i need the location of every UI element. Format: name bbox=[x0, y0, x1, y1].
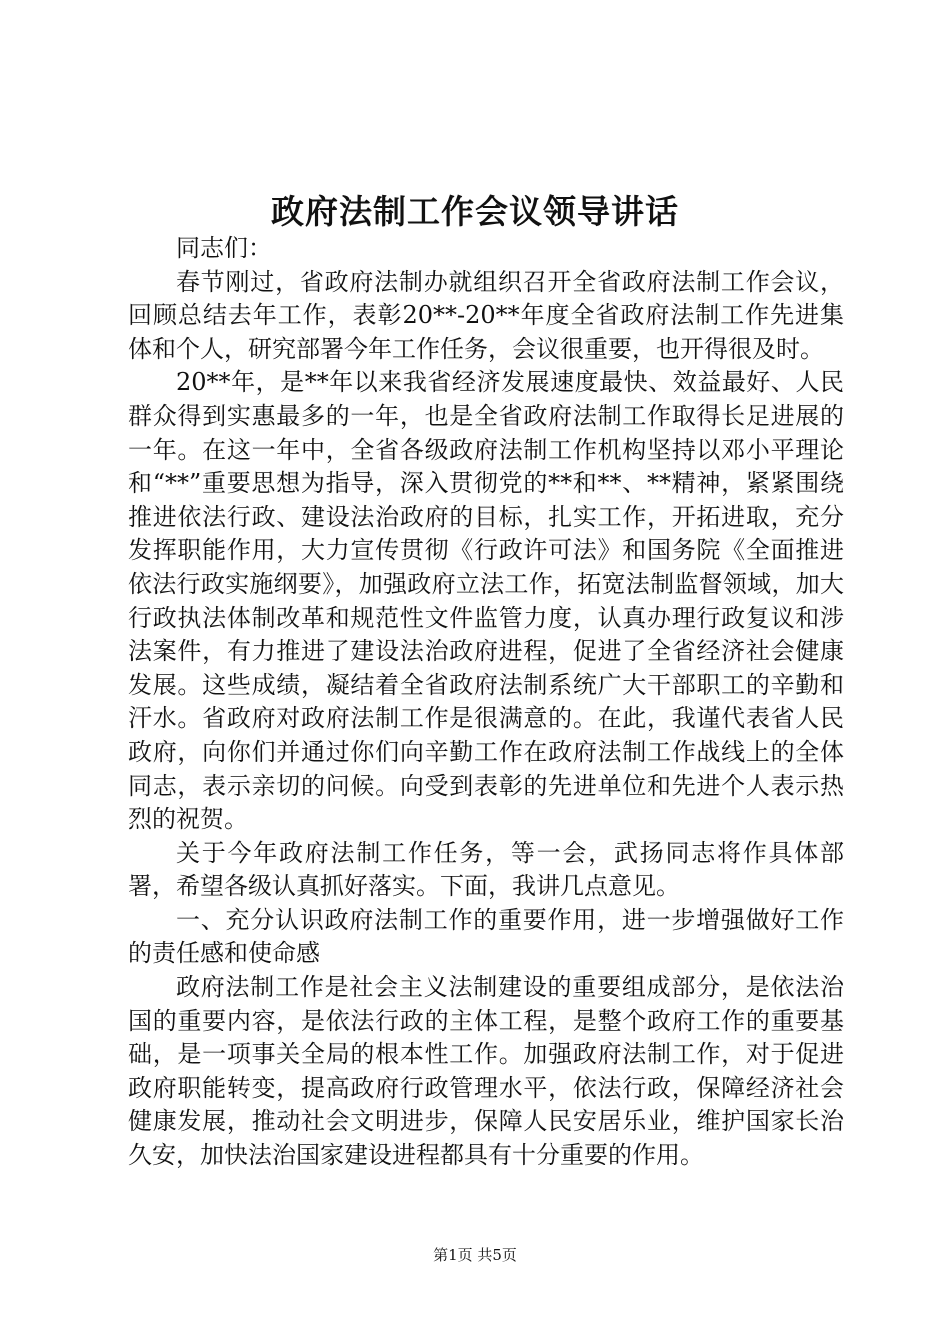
body-paragraph: 政府法制工作是社会主义法制建设的重要组成部分，是依法治国的重要内容，是依法行政的主体工程，是整个政府工作的重要基础，是一项事关全局的根本性工作。加强政府法制工作，对于促进政府职能转变，提高政府行政管理水平，依法行政，保障经济社会健康发展，推动社会文明进步，保障人民安居乐业，维护国家长治久安，加快法治国家建设进程都具有十分重要的作用。 bbox=[128, 973, 844, 1170]
body-paragraph: 20**年，是**年以来我省经济发展速度最快、效益最好、人民群众得到实惠最多的一年，也是全省政府法制工作取得长足进展的一年。在这一年中，全省各级政府法制工作机构坚持以邓小平理论和“**”重要思想为指导，深入贯彻党的**和**、**精神，紧紧围绕推进依法行政、建设法治政府的目标，扎实工作，开拓进取，充分发挥职能作用，大力宣传贯彻《行政许可法》和国务院《全面推进依法行政实施纲要》，加强政府立法工作，拓宽法制监督领域，加大行政执法体制改革和规范性文件监管力度，认真办理行政复议和涉法案件，有力推进了建设法治政府进程，促进了全省经济社会健康发展。这些成绩，凝结着全省政府法制系统广大干部职工的辛勤和汗水。省政府对政府法制工作是很满意的。在此，我谨代表省人民政府，向你们并通过你们向辛勤工作在政府法制工作战线上的全体同志，表示亲切的问候。向受到表彰的先进单位和先进个人表示热烈的祝贺。 bbox=[128, 368, 844, 834]
page-footer: 第1页 共5页 bbox=[433, 1246, 517, 1264]
salutation-paragraph: 同志们： bbox=[176, 234, 272, 262]
document-title: 政府法制工作会议领导讲话 bbox=[271, 192, 679, 231]
body-paragraph: 关于今年政府法制工作任务，等一会，武扬同志将作具体部署，希望各级认真抓好落实。下面，我讲几点意见。 bbox=[128, 838, 844, 901]
document-body bbox=[128, 232, 844, 1173]
section-heading: 一、充分认识政府法制工作的重要作用，进一步增强做好工作的责任感和使命感 bbox=[128, 905, 844, 968]
body-paragraph: 春节刚过，省政府法制办就组织召开全省政府法制工作会议，回顾总结去年工作，表彰20**-20**年度全省政府法制工作先进集体和个人，研究部署今年工作任务，会议很重要，也开得很及时。 bbox=[128, 267, 844, 363]
